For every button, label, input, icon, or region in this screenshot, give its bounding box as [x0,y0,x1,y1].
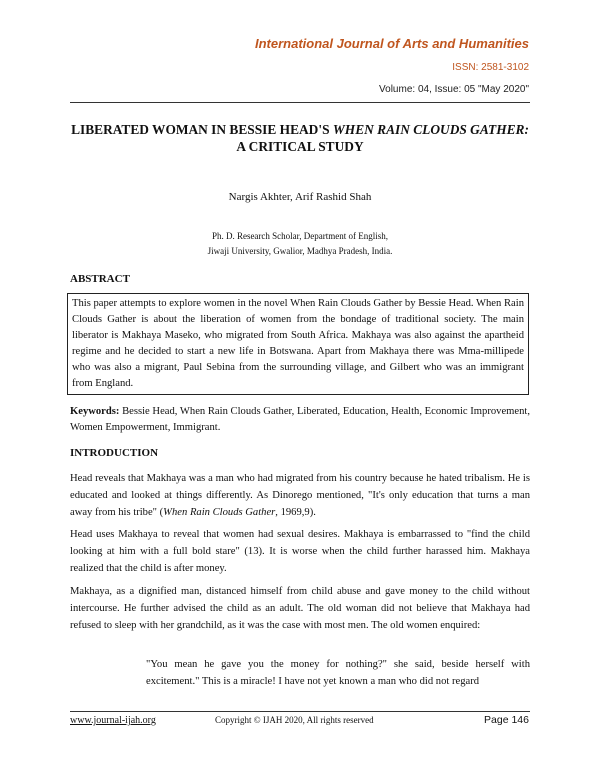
paragraph-1-text: Head reveals that Makhaya was a man who had migrated from his country because he hated tribalism. He is educated and looked at things differently. As Dinorego mentioned, "It's only education that turns a man away from his tribe" ( [70,473,530,518]
authors: Nargis Akhter, Arif Rashid Shah [228,191,372,203]
header-divider [70,102,530,103]
affiliation-line-2: Jiwaji University, Gwalior, Madhya Pradesh, India. [207,246,393,256]
keywords-text: Bessie Head, When Rain Clouds Gather, Liberated, Education, Health, Economic Improvement, Women Empowerment, Immigrant. [70,406,530,433]
keywords-label: Keywords: [70,406,120,417]
paragraph-1-italic: When Rain Clouds Gather [163,507,276,518]
paragraph-2: Head uses Makhaya to reveal that women had sexual desires. Makhaya is embarrassed to "find the child looking at him with a full bold stare" (13). It is worse when the child further harassed him. Makhaya realized that the child is after money. [70,529,530,574]
keywords [70,404,530,436]
paragraph-1-end: , 1969,9). [275,507,316,518]
copyright: Copyright © IJAH 2020, All rights reserved [215,715,374,725]
journal-website-link[interactable]: www.journal-ijah.org [70,715,156,726]
page-number: Page 146 [484,714,529,726]
title-italic-part: WHEN RAIN CLOUDS GATHER: [332,122,529,137]
affiliation [70,229,530,259]
abstract-heading: ABSTRACT [70,273,130,285]
block-quote: "You mean he gave you the money for nothing?" she said, beside herself with excitement." This is a miracle! I have not yet known a man who did not regard [146,659,530,687]
journal-name: International Journal of Arts and Humanities [255,36,529,51]
affiliation-line-1: Ph. D. Research Scholar, Department of English, [211,231,389,241]
abstract-text: This paper attempts to explore women in the novel When Rain Clouds Gather by Bessie Head. When Rain Clouds Gather is about the liberation of women from the bondage of traditional society. The main liberator is Makhaya Maseko, who migrated from South Africa. Makhaya was also against the apartheid regime and he decided to start a new life in Botswana. Apart from Makhaya there was Mma-millipede who was also a migrant, Paul Sebina from the surrounding village, and Gilbert who was an immigrant from England. [67,293,529,395]
footer-divider [70,711,530,712]
paragraph-1 [70,470,530,521]
article-title [70,121,530,155]
issn: ISSN: 2581-3102 [452,62,529,73]
volume-issue: Volume: 04, Issue: 05 "May 2020" [379,84,529,95]
title-part-2: A CRITICAL STUDY [236,139,364,154]
paragraph-3: Makhaya, as a dignified man, distanced himself from child abuse and gave money to the child without intercourse. He further advised the child as an adult. The old woman did not believe that Makhaya had refused to sleep with her grandchild, as it was the case with most men. The old women enquired: [70,586,530,631]
introduction-heading: INTRODUCTION [70,447,159,459]
title-part-1: LIBERATED WOMAN IN BESSIE HEAD'S [71,122,333,137]
